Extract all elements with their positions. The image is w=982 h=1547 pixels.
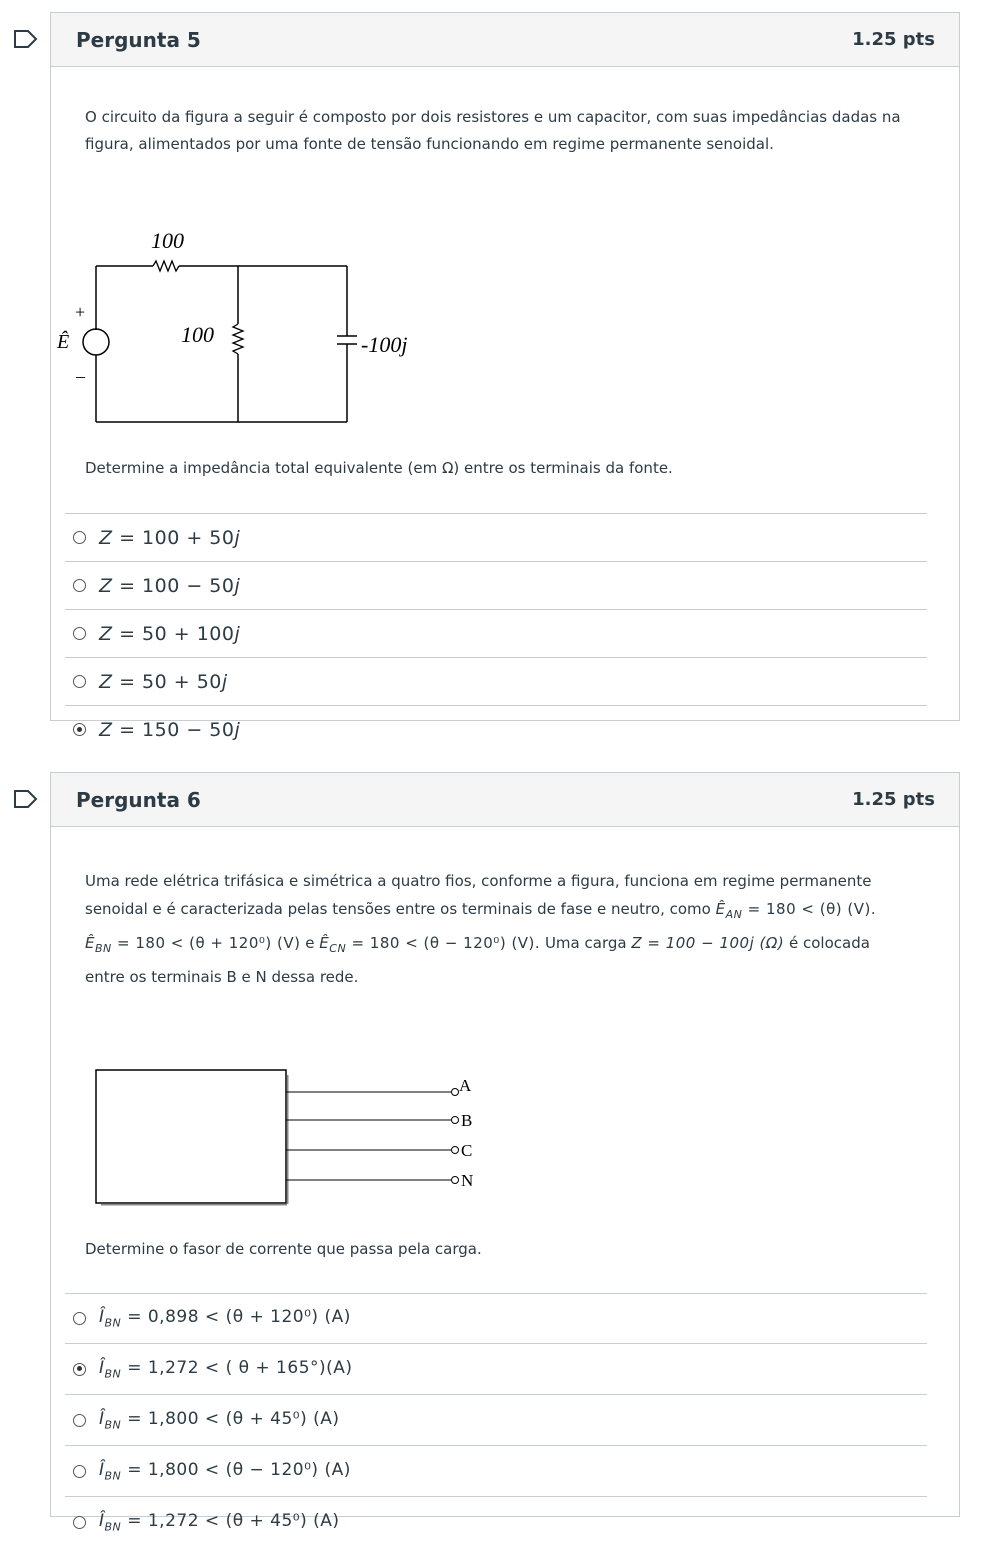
answer-option[interactable]: $Î_{BN} = 1,800 < (\theta - 120^0)$ (A): [65, 1445, 927, 1496]
radio-button-selected[interactable]: [73, 1363, 86, 1376]
answer-option[interactable]: $Î_{BN} = 0,898 < (\theta + 120^0)$ (A): [65, 1293, 927, 1343]
capacitor-label: -100j: [361, 332, 408, 357]
answer-label: = 100 + 50: [119, 526, 235, 549]
terminal-label: N: [461, 1171, 474, 1190]
source-label: Ê: [57, 331, 70, 353]
question-text: Uma rede elétrica trifásica e simétrica a quatro fios, conforme a figura, funciona em regime permanente senoidal e é caracterizada pelas tensões entre os terminais de fase e neutro, como $Ê_{AN} = 180 < (\theta)$ (V). $Ê_{BN} = 180 < (\theta + 120^0)$ (V) e $Ê_{CN} = 180 < (\theta - 120^0)$ (V). Uma carga Z = 100 − 100j (Ω) é colocada entre os terminais B e N dessa rede.: [85, 872, 877, 986]
radio-button[interactable]: [73, 627, 86, 640]
radio-button-selected[interactable]: [73, 723, 86, 736]
question-title: Pergunta 6: [76, 787, 201, 812]
question-points: 1.25 pts: [852, 789, 935, 810]
question-text: O circuito da figura a seguir é composto por dois resistores e um capacitor, com suas impedâncias dadas na figura, alimentados por uma fonte de tensão funcionando em regime permanente senoidal.: [85, 108, 901, 153]
answer-label: = 1,272 < ( θ + 165°)(A): [127, 1357, 353, 1378]
radio-button[interactable]: [73, 1465, 86, 1478]
answer-option[interactable]: $Î_{BN} = 1,800 < (\theta + 45^0)$ (A): [65, 1394, 927, 1445]
answer-label: = 1,272 < (θ + 45⁰) (A): [127, 1510, 340, 1531]
question-title: Pergunta 5: [76, 27, 201, 52]
radio-button[interactable]: [73, 1312, 86, 1325]
answer-label: = 50 + 50: [119, 670, 222, 693]
answer-option[interactable]: Z = 150 − 50j: [65, 705, 927, 753]
radio-button[interactable]: [73, 531, 86, 544]
answer-option[interactable]: Z = 100 + 50j: [65, 513, 927, 561]
r-parallel-label: 100: [181, 322, 214, 347]
radio-button[interactable]: [73, 579, 86, 592]
r-series-label: 100: [151, 228, 184, 253]
answer-list: [65, 1293, 927, 1547]
question-prompt: Determine a impedância total equivalente (em Ω) entre os terminais da fonte.: [85, 459, 673, 477]
circuit-figure: [51, 222, 451, 442]
source-minus: –: [76, 366, 85, 386]
flag-question-icon[interactable]: [13, 789, 39, 809]
answer-label: = 1,800 < (θ − 120⁰) (A): [127, 1459, 351, 1480]
answer-option[interactable]: Z = 50 + 100j: [65, 609, 927, 657]
answer-label: = 0,898 < (θ + 120⁰) (A): [127, 1307, 351, 1328]
question-prompt: Determine o fasor de corrente que passa pela carga.: [85, 1240, 482, 1258]
radio-button[interactable]: [73, 1516, 86, 1529]
answer-list: [65, 513, 927, 753]
answer-option[interactable]: Z = 50 + 50j: [65, 657, 927, 705]
answer-label: = 1,800 < (θ + 45⁰) (A): [127, 1408, 340, 1429]
terminal-label: C: [461, 1141, 473, 1160]
network-figure: [89, 1062, 509, 1222]
question-header: [51, 773, 959, 827]
answer-option[interactable]: $Î_{BN} = 1,272 < (\theta + 45^0)$ (A): [65, 1496, 927, 1547]
answer-label: = 150 − 50: [119, 718, 235, 741]
answer-option[interactable]: Z = 100 − 50j: [65, 561, 927, 609]
answer-option[interactable]: $Î_{BN} = 1,272$ < ( θ + 165°)(A): [65, 1343, 927, 1394]
question-points: 1.25 pts: [852, 29, 935, 50]
answer-label: = 50 + 100: [119, 622, 235, 645]
source-plus: +: [75, 302, 86, 322]
terminal-label: B: [461, 1111, 473, 1130]
radio-button[interactable]: [73, 1414, 86, 1427]
question-header: [51, 13, 959, 67]
answer-label: = 100 − 50: [119, 574, 235, 597]
question-5-card: [50, 12, 960, 741]
radio-button[interactable]: [73, 675, 86, 688]
terminal-label: A: [459, 1076, 472, 1095]
flag-question-icon[interactable]: [13, 29, 39, 49]
